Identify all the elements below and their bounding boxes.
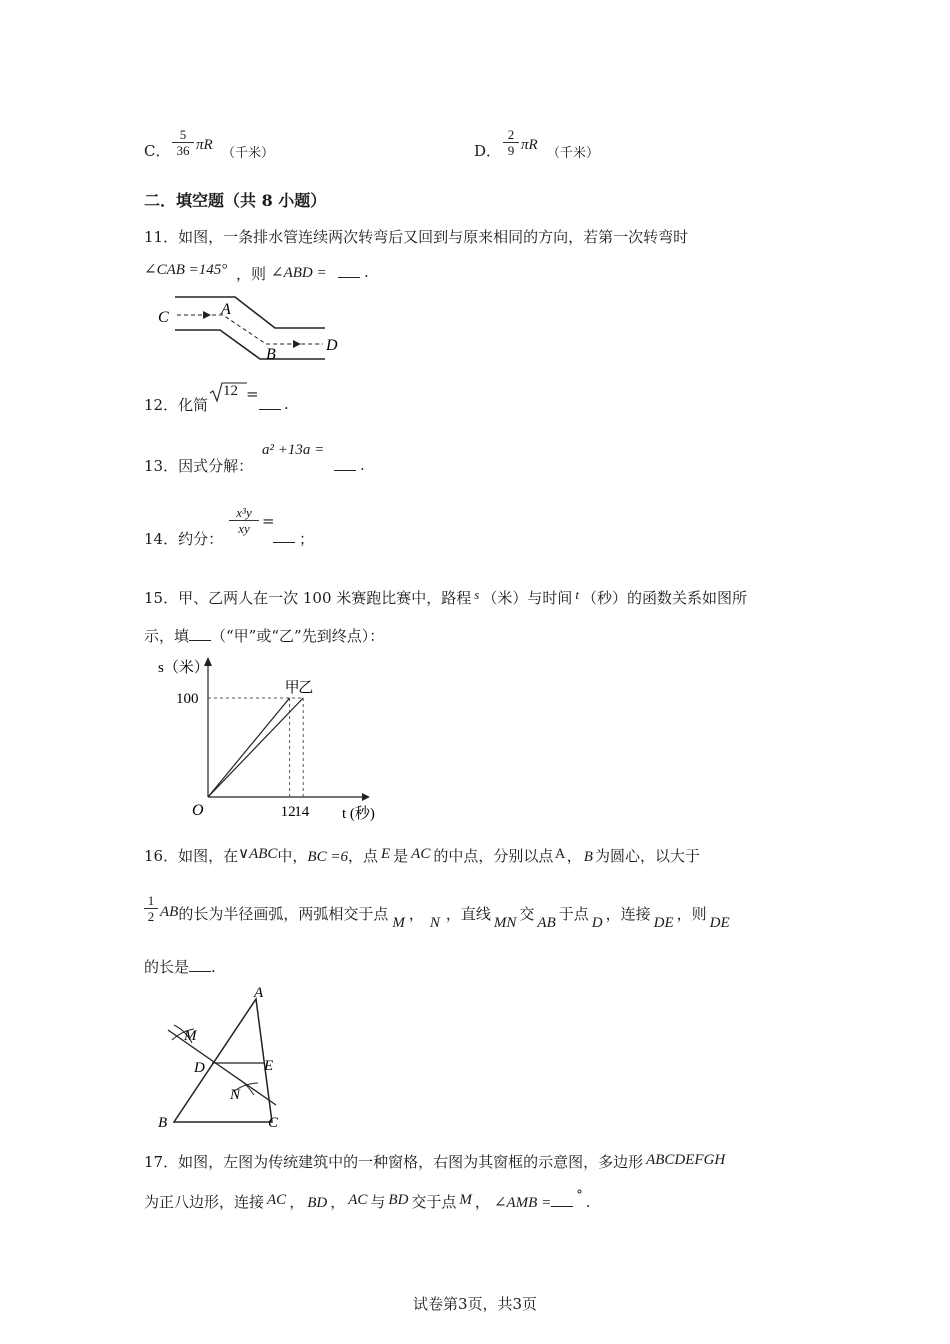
q17-sep3: ，: [474, 1193, 490, 1211]
x-axis-arrow: [362, 793, 370, 801]
option-c: [144, 140, 170, 161]
option-c-unit: （千米）: [222, 146, 275, 161]
q16-text-e: 的中点，分别以点: [433, 847, 554, 865]
page-footer: 试卷第3页，共3页: [412, 1295, 538, 1313]
q16-line1: [144, 844, 700, 866]
q17-text-a: 17．如图，左图为传统建筑中的一种窗格，右图为其窗框的示意图，多边形: [144, 1153, 644, 1171]
q13-end: .: [360, 456, 365, 474]
q16-mn: MN: [493, 915, 517, 931]
q11-pipe-figure: [150, 290, 350, 365]
series-label-1: 乙: [298, 680, 314, 696]
q16-answer-blank[interactable]: [189, 957, 211, 972]
q15-chart: [150, 650, 400, 830]
option-d-fraction: $\frac{2}{9}$: [503, 127, 519, 158]
q13-prefix: 13．因式分解：: [144, 457, 254, 475]
q16-text-l: ，则: [676, 905, 707, 923]
q17-end: .: [585, 1193, 591, 1211]
q16-d: D: [591, 915, 603, 931]
q16-text-h: ，直线: [445, 905, 491, 923]
q13-expr: a² +13a =: [262, 442, 325, 458]
q16-sep2: ，: [408, 905, 424, 923]
q16-text-i: 交: [519, 905, 535, 923]
section-title: 二．填空题（共 8 小题）: [144, 191, 327, 210]
q14-eq: =: [262, 512, 275, 530]
q15-line2: [144, 625, 384, 646]
option-c-fraction: $\frac{5}{36}$: [172, 127, 194, 158]
q16-sep1: ，: [566, 847, 582, 865]
label-E: E: [264, 1058, 274, 1074]
label-D: D: [326, 337, 338, 354]
q16-text-k: ，连接: [605, 905, 651, 923]
q16-text-j: 于点: [558, 905, 589, 923]
q17-deg: °: [576, 1188, 583, 1203]
option-d: [474, 140, 501, 161]
arrow-in: [203, 311, 211, 319]
q16-bc: BC =6: [307, 849, 348, 865]
q11-mid: ，则: [236, 265, 267, 283]
q16-text-g: 的长为半径画弧，两弧相交于点: [178, 905, 389, 923]
q16-half-fraction: $\frac{1}{2}$: [144, 893, 158, 924]
q17-sep: ，: [289, 1193, 305, 1211]
series-label-0: 甲: [284, 680, 300, 696]
option-d-label: D．: [474, 142, 502, 160]
label-B: B: [158, 1115, 168, 1131]
q14-prefix: 14．约分：: [144, 530, 224, 548]
series-line-0: [208, 698, 290, 797]
option-c-expr: πR: [196, 137, 213, 153]
q16-a: A: [555, 847, 565, 862]
q17-bd2: BD: [388, 1192, 409, 1208]
q17-line1: [144, 1151, 725, 1172]
q17-line2: [144, 1188, 590, 1212]
q16-line3: [144, 956, 216, 977]
label-N: N: [230, 1087, 241, 1103]
q17-bd: BD: [307, 1195, 328, 1211]
label-D: D: [194, 1060, 205, 1076]
label-B: B: [266, 346, 276, 363]
q11-angle: ∠CAB =145°: [144, 262, 228, 278]
q11-end: .: [364, 263, 369, 281]
q12-end: .: [284, 395, 289, 413]
label-M: M: [184, 1028, 197, 1044]
q17-text-b: 为正八边形，连接: [144, 1193, 265, 1211]
option-c-label: C．: [144, 142, 171, 160]
q15-answer-blank[interactable]: [189, 626, 211, 641]
q13-answer-blank[interactable]: [334, 456, 356, 471]
q17-sep2: ，: [330, 1193, 346, 1211]
q11-answer-blank[interactable]: [338, 263, 360, 278]
q16-text-f: 为圆心，以大于: [594, 847, 700, 865]
option-d-unit: （千米）: [547, 146, 600, 161]
label-C: C: [158, 309, 169, 326]
q14-answer-blank[interactable]: [273, 528, 295, 543]
q16-de: DE: [653, 915, 674, 931]
q16-e: E: [380, 846, 391, 862]
q16-triangle-figure: [150, 985, 310, 1135]
label-C: C: [268, 1115, 279, 1131]
q17-angle: ∠AMB =: [493, 1195, 552, 1211]
q16-b: B: [583, 849, 593, 865]
q16-text-b: 中，: [277, 847, 308, 865]
q14-end: ；: [299, 530, 315, 548]
pipe-upper-wall: [175, 297, 325, 328]
y-axis-label: s（米）: [158, 660, 209, 676]
arrow-out: [293, 340, 301, 348]
q16-ab: AB: [160, 904, 179, 920]
q17-text-c: 与: [370, 1193, 386, 1211]
q16-triangle: ∨ABC: [238, 846, 278, 862]
x-tick-label-12: 12: [280, 804, 296, 820]
option-d-expr: πR: [521, 137, 538, 153]
q15-text-b: （米）与时间: [482, 589, 573, 607]
series-line-1: [208, 698, 303, 797]
q16-line2: [160, 903, 733, 932]
x-tick-label-14: 14: [294, 804, 310, 820]
q14-fraction: $\frac{\text{x³y}}{xy}$: [229, 505, 259, 536]
q12-prefix: 12．化简: [144, 396, 209, 414]
label-A: A: [254, 985, 264, 1001]
origin-label: O: [192, 802, 204, 819]
q15-text-d: 示，填: [144, 627, 190, 645]
q16-m: M: [392, 915, 405, 931]
q16-text-a: 16．如图，在: [144, 847, 239, 865]
q16-ac: AC: [411, 846, 431, 862]
y-tick-label-100: 100: [176, 691, 199, 707]
q12-radicand: 12: [223, 383, 238, 399]
q15-t: t: [575, 587, 579, 602]
q11-target: ∠ABD =: [271, 265, 327, 281]
q11-line1: 11．如图，一条排水管连续两次转弯后又回到与原来相同的方向，若第一次转弯时: [144, 228, 689, 246]
q16-ab2: AB: [537, 915, 556, 931]
q16-text-d: 是: [393, 847, 409, 865]
q16-end: .: [211, 958, 216, 976]
q16-text-c: ，点: [347, 847, 378, 865]
q17-ac: AC: [267, 1192, 287, 1208]
x-axis-label: t (秒): [342, 806, 375, 822]
q15-line1: [144, 587, 747, 608]
q15-text-a: 15．甲、乙两人在一次 100 米赛跑比赛中，路程: [144, 589, 472, 607]
q17-text-d: 交于点: [411, 1193, 457, 1211]
q17-ac2: AC: [348, 1192, 368, 1208]
q17-polygon: ABCDEFGH: [646, 1152, 726, 1168]
q15-text-e: （“甲”或“乙”先到终点）：: [211, 627, 385, 645]
q16-text-m: 的长是: [144, 958, 190, 976]
q17-m: M: [459, 1192, 472, 1208]
q15-text-c: （秒）的函数关系如图所: [581, 589, 747, 607]
q16-de2: DE: [709, 915, 730, 931]
q17-answer-blank[interactable]: [551, 1192, 573, 1207]
label-A: A: [221, 301, 231, 318]
q15-s: s: [474, 587, 480, 602]
q12-answer-blank[interactable]: [259, 395, 281, 410]
triangle-abc: [174, 999, 272, 1122]
q16-n: N: [429, 915, 440, 931]
q12-eq: =: [246, 385, 259, 403]
